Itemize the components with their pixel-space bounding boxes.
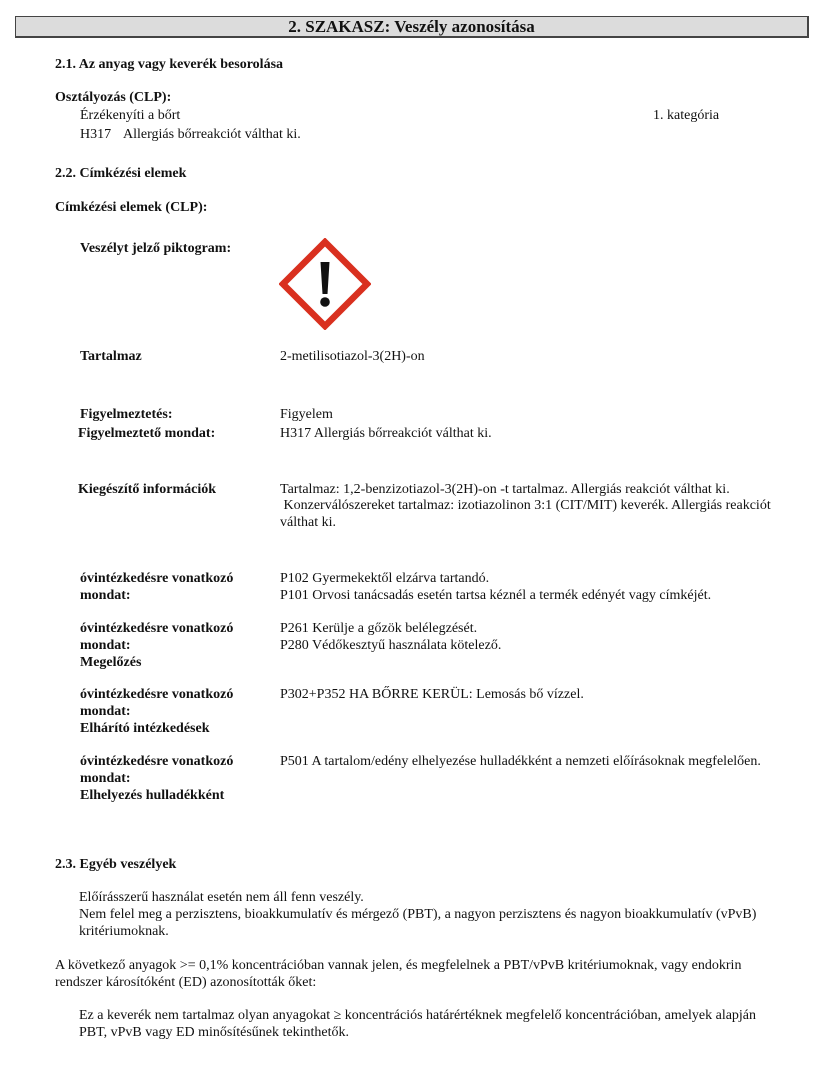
precautionary-label: óvintézkedésre vonatkozó (80, 754, 234, 769)
labelling-sub-heading: Címkézési elemek (CLP): (55, 200, 208, 215)
precautionary-label: óvintézkedésre vonatkozó (80, 687, 234, 702)
section-title: 2. SZAKASZ: Veszély azonosítása (288, 17, 535, 36)
contains-value: 2-metilisotiazol-3(2H)-on (280, 349, 425, 364)
h-text: Allergiás bőrreakciót válthat ki. (123, 127, 301, 142)
precautionary-statement: P101 Orvosi tanácsadás esetén tartsa kéznél a termék edényét vagy címkéjét. (280, 588, 712, 603)
precautionary-label: mondat: (80, 588, 131, 603)
precautionary-label: mondat: (80, 704, 131, 719)
pbt-result-line: PBT, vPvB vagy ED minősítésűnek tekinthetők. (79, 1025, 350, 1040)
precautionary-label: mondat: (80, 638, 131, 653)
heading-2-3: 2.3. Egyéb veszélyek (55, 857, 177, 872)
pbt-intro-line: A következő anyagok >= 0,1% koncentrációban vannak jelen, és megfelelnek a PBT/vPvB kritériumoknak, vagy endokrin (55, 958, 742, 973)
supplementary-label: Kiegészítő információk (78, 482, 217, 497)
precautionary-statement: P302+P352 HA BŐRRE KERÜL: Lemosás bő vízzel. (280, 687, 584, 702)
other-hazards-line: Nem felel meg a perzisztens, bioakkumulatív és mérgező (PBT), a nagyon perzisztens és nagyon bioakkumulatív (vPvB) (79, 907, 757, 922)
hazard-category: 1. kategória (653, 108, 720, 123)
section-title-bar (15, 16, 809, 38)
ghs07-exclamation-icon (279, 238, 371, 330)
pictogram-label: Veszélyt jelző piktogram: (80, 241, 232, 256)
precautionary-label: óvintézkedésre vonatkozó (80, 571, 234, 586)
contains-label: Tartalmaz (80, 349, 142, 364)
hazard-class: Érzékenyíti a bőrt (80, 108, 181, 123)
signal-word-label: Figyelmeztetés: (80, 407, 173, 422)
signal-word-value: Figyelem (280, 407, 333, 422)
pbt-result-line: Ez a keverék nem tartalmaz olyan anyagokat ≥ koncentrációs határértéknek megfelelő koncentrációban, amelyek alapján (79, 1008, 757, 1023)
other-hazards-line: Előírásszerű használat esetén nem áll fenn veszély. (79, 890, 364, 905)
precautionary-statement: P261 Kerülje a gőzök belélegzését. (280, 621, 478, 636)
h-code: H317 (80, 127, 112, 142)
precautionary-label: Elhárító intézkedések (80, 721, 210, 736)
hazard-statement-value: H317 Allergiás bőrreakciót válthat ki. (280, 426, 492, 441)
pbt-intro-line: rendszer károsítóként (ED) azonosították őket: (55, 975, 317, 990)
heading-2-2: 2.2. Címkézési elemek (55, 166, 187, 181)
precautionary-label: Megelőzés (80, 655, 142, 670)
supplementary-line: Konzerválószereket tartalmaz: izotiazolinon 3:1 (CIT/MIT) keverék. Allergiás reakciót (280, 498, 771, 513)
supplementary-line: válthat ki. (280, 515, 336, 530)
precautionary-statement: P501 A tartalom/edény elhelyezése hulladékként a nemzeti előírásoknak megfelelően. (280, 754, 761, 769)
heading-2-1: 2.1. Az anyag vagy keverék besorolása (55, 57, 284, 72)
supplementary-line: Tartalmaz: 1,2-benzizotiazol-3(2H)-on -t tartalmaz. Allergiás reakciót válthat ki. (280, 482, 730, 497)
precautionary-label: óvintézkedésre vonatkozó (80, 621, 234, 636)
precautionary-label: Elhelyezés hulladékként (80, 788, 225, 803)
hazard-statement-label: Figyelmeztető mondat: (78, 426, 216, 441)
classification-heading: Osztályozás (CLP): (55, 90, 172, 105)
precautionary-statement: P102 Gyermekektől elzárva tartandó. (280, 571, 490, 586)
other-hazards-line: kritériumoknak. (79, 924, 169, 939)
precautionary-statement: P280 Védőkesztyű használata kötelező. (280, 638, 502, 653)
precautionary-label: mondat: (80, 771, 131, 786)
